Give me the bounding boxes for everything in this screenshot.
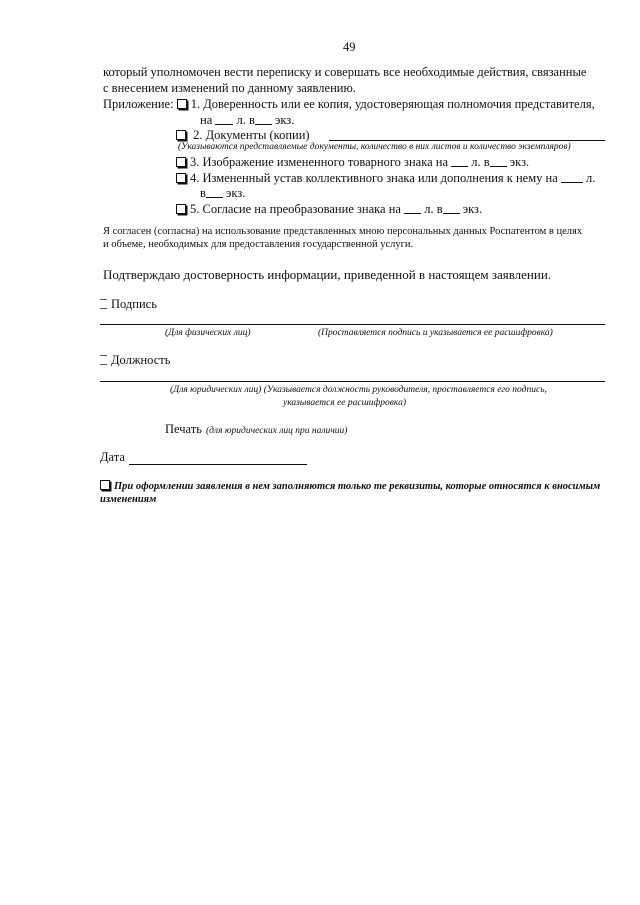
qty-blank[interactable] bbox=[561, 181, 583, 183]
attachment-2-text: 2. Документы (копии) bbox=[193, 128, 310, 142]
footnote-line-2: изменениям bbox=[100, 494, 157, 505]
checkbox-icon[interactable] bbox=[100, 480, 110, 490]
qty-ekz: экз. bbox=[462, 202, 483, 216]
position-hint-2: указывается ее расшифровка) bbox=[283, 398, 407, 408]
qty-blank[interactable] bbox=[215, 123, 233, 125]
attachment-5-text: 5. Согласие на преобразование знака на bbox=[190, 202, 401, 216]
qty-blank[interactable] bbox=[443, 212, 460, 214]
position-label: Должность bbox=[111, 353, 171, 367]
checkbox-icon[interactable] bbox=[176, 173, 186, 183]
attachment-2-hint: (Указываются представляемые документы, количество в них листов и количество экземпляров) bbox=[178, 142, 571, 152]
consent-line-1: Я согласен (согласна) на использование представленных мною персональных данных Роспатентом в целях bbox=[103, 226, 583, 237]
attachment-4 bbox=[176, 171, 595, 186]
stamp-block bbox=[165, 420, 347, 438]
checkbox-icon[interactable] bbox=[176, 204, 186, 214]
footnote-text-1: При оформлении заявления в нем заполняются только те реквизиты, которые относятся к вносимым bbox=[114, 481, 601, 492]
page-number: 49 bbox=[343, 40, 356, 54]
intro-line-2: с внесением изменений по данному заявлению. bbox=[103, 81, 356, 95]
qty-blank[interactable] bbox=[451, 165, 468, 167]
checkbox-icon[interactable] bbox=[177, 99, 187, 109]
footnote-line-1 bbox=[100, 480, 600, 492]
documents-fill-line[interactable] bbox=[329, 140, 605, 141]
qty-v: в bbox=[200, 186, 206, 200]
stamp-label: Печать bbox=[165, 422, 202, 436]
attachment-2 bbox=[176, 128, 310, 143]
attachment-1-text: 1. Доверенность или ее копия, удостоверяющая полномочия представителя, bbox=[190, 97, 595, 111]
date-label: Дата bbox=[100, 450, 125, 464]
qty-ekz: экз. bbox=[226, 186, 246, 200]
confirm-text: Подтверждаю достоверность информации, приведенной в настоящем заявлении. bbox=[103, 267, 552, 282]
signature-line[interactable] bbox=[100, 324, 605, 325]
checkbox-icon[interactable] bbox=[176, 130, 186, 140]
attachment-5 bbox=[176, 202, 482, 217]
signature-block bbox=[100, 297, 157, 312]
position-block bbox=[100, 353, 170, 368]
qty-l: л. в bbox=[424, 202, 443, 216]
qty-l: л. в bbox=[471, 155, 490, 169]
position-hint-1: (Для юридических лиц) (Указывается должность руководителя, проставляется его подпись, bbox=[170, 385, 547, 395]
qty-ekz: экз. bbox=[509, 155, 530, 169]
attachment-1-qty bbox=[200, 113, 294, 128]
attachment-3 bbox=[176, 155, 529, 170]
date-line[interactable] bbox=[129, 464, 307, 465]
attachment-1 bbox=[103, 97, 595, 112]
stamp-hint: (для юридических лиц при наличии) bbox=[205, 426, 348, 436]
intro-line-1: который уполномочен вести переписку и совершать все необходимые действия, связанные bbox=[103, 65, 587, 79]
signature-hint-right: (Проставляется подпись и указывается ее расшифровка) bbox=[318, 328, 553, 338]
consent-line-2: и объеме, необходимых для предоставления государственной услуги. bbox=[103, 239, 414, 250]
position-line[interactable] bbox=[100, 381, 605, 382]
attachment-3-text: 3. Изображение измененного товарного знака на bbox=[190, 155, 449, 169]
qty-l: л. bbox=[586, 171, 596, 185]
qty-blank[interactable] bbox=[255, 123, 272, 125]
qty-blank[interactable] bbox=[404, 212, 421, 214]
checkbox-icon[interactable] bbox=[176, 157, 186, 167]
qty-blank[interactable] bbox=[490, 165, 507, 167]
attachments-label: Приложение: bbox=[103, 97, 174, 111]
signature-hint-left: (Для физических лиц) bbox=[165, 328, 251, 338]
qty-l: л. в bbox=[236, 113, 255, 127]
checkbox-icon[interactable] bbox=[100, 299, 107, 309]
qty-blank[interactable] bbox=[206, 196, 223, 198]
attachment-4-text: 4. Измененный устав коллективного знака или дополнения к нему на bbox=[190, 171, 558, 185]
attachment-4-qty bbox=[200, 186, 245, 201]
checkbox-icon[interactable] bbox=[100, 355, 107, 365]
qty-na: на bbox=[200, 113, 213, 127]
signature-label: Подпись bbox=[111, 297, 157, 311]
qty-ekz: экз. bbox=[275, 113, 295, 127]
